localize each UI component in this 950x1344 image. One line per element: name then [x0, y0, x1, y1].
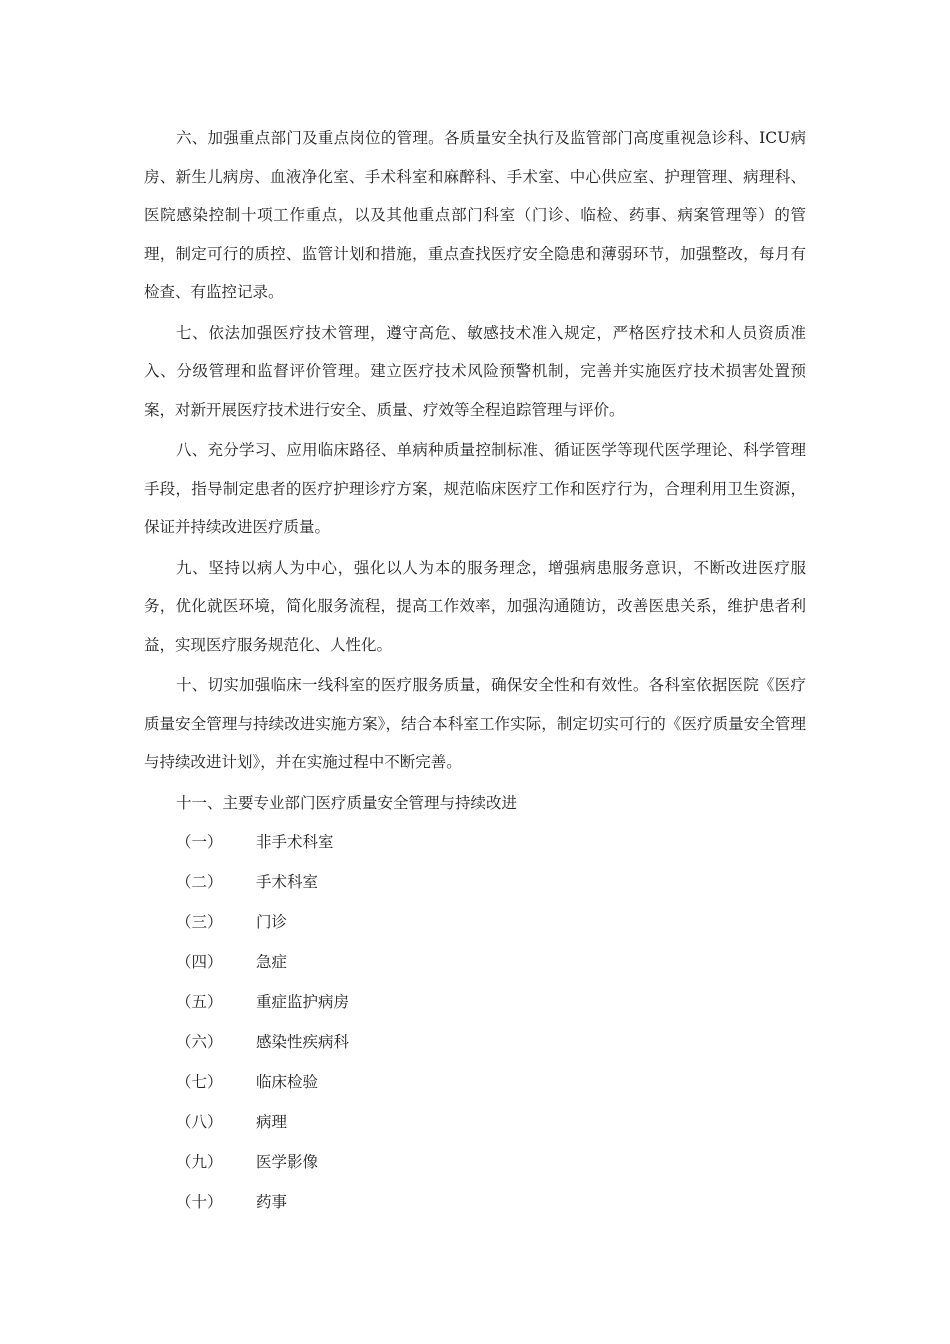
- list-item-label: 临床检验: [256, 1073, 319, 1091]
- paragraph-9: 九、坚持以病人为中心，强化以人为本的服务理念，增强病患服务意识，不断改进医疗服务，优化就医环境，简化服务流程，提高工作效率，加强沟通随访，改善医患关系，维护患者利益，实现医疗服务规范化、人性化。: [144, 558, 806, 654]
- list-item-label: 感染性疾病科: [256, 1033, 350, 1051]
- list-item: [144, 1182, 806, 1222]
- list-item-number: （一）: [176, 833, 223, 851]
- list-item-label: 非手术科室: [256, 833, 334, 851]
- paragraph-10: 十、切实加强临床一线科室的医疗服务质量，确保安全性和有效性。各科室依据医院《医疗质量安全管理与持续改进实施方案》，结合本科室工作实际，制定切实可行的《医疗质量安全管理与持续改进计划》，并在实施过程中不断完善。: [144, 676, 806, 771]
- paragraph-6: 六、加强重点部门及重点岗位的管理。各质量安全执行及监管部门高度重视急诊科、ICU病房、新生儿病房、血液净化室、手术科室和麻醉科、手术室、中心供应室、护理管理、病理科、医院感染控制十项工作重点，以及其他重点部门科室（门诊、临检、药事、病案管理等）的管理，制定可行的质控、监管计划和措施，重点查找医疗安全隐患和薄弱环节，加强整改，每月有检查、有监控记录。: [144, 129, 806, 301]
- list-item-number: （四）: [176, 953, 223, 971]
- list-item-label: 药事: [256, 1193, 288, 1211]
- list-item-label: 急症: [256, 953, 288, 971]
- list-item-number: （五）: [176, 993, 223, 1011]
- list-item: [144, 1102, 806, 1142]
- list-item: [144, 1142, 806, 1182]
- list-item: [144, 942, 806, 982]
- list-item-number: （七）: [176, 1073, 223, 1091]
- list-item-label: 手术科室: [256, 873, 319, 891]
- list-item-label: 重症监护病房: [256, 993, 350, 1011]
- list-item: [144, 902, 806, 942]
- document-body: [144, 119, 806, 1222]
- list-item: [144, 822, 806, 862]
- list-item-number: （十）: [176, 1193, 223, 1211]
- paragraph-8: 八、充分学习、应用临床路径、单病种质量控制标准、循证医学等现代医学理论、科学管理手段，指导制定患者的医疗护理诊疗方案，规范临床医疗工作和医疗行为，合理利用卫生资源，保证并持续改进医疗质量。: [144, 441, 806, 536]
- list-item-label: 医学影像: [256, 1153, 319, 1171]
- section-11-list: [144, 822, 806, 1222]
- list-item-number: （八）: [176, 1113, 223, 1131]
- list-item-number: （六）: [176, 1033, 223, 1051]
- list-item: [144, 1022, 806, 1062]
- paragraph-7: 七、依法加强医疗技术管理，遵守高危、敏感技术准入规定，严格医疗技术和人员资质准入、分级管理和监督评价管理。建立医疗技术风险预警机制，完善并实施医疗技术损害处置预案，对新开展医疗技术进行安全、质量、疗效等全程追踪管理与评价。: [144, 323, 806, 419]
- list-item: [144, 982, 806, 1022]
- list-item-number: （九）: [176, 1153, 223, 1171]
- list-item-label: 门诊: [256, 913, 288, 931]
- list-item-number: （二）: [176, 873, 223, 891]
- list-item: [144, 1062, 806, 1102]
- list-item: [144, 862, 806, 902]
- section-11-heading: 十一、主要专业部门医疗质量安全管理与持续改进: [176, 793, 518, 812]
- list-item-label: 病理: [256, 1113, 288, 1131]
- list-item-number: （三）: [176, 913, 223, 931]
